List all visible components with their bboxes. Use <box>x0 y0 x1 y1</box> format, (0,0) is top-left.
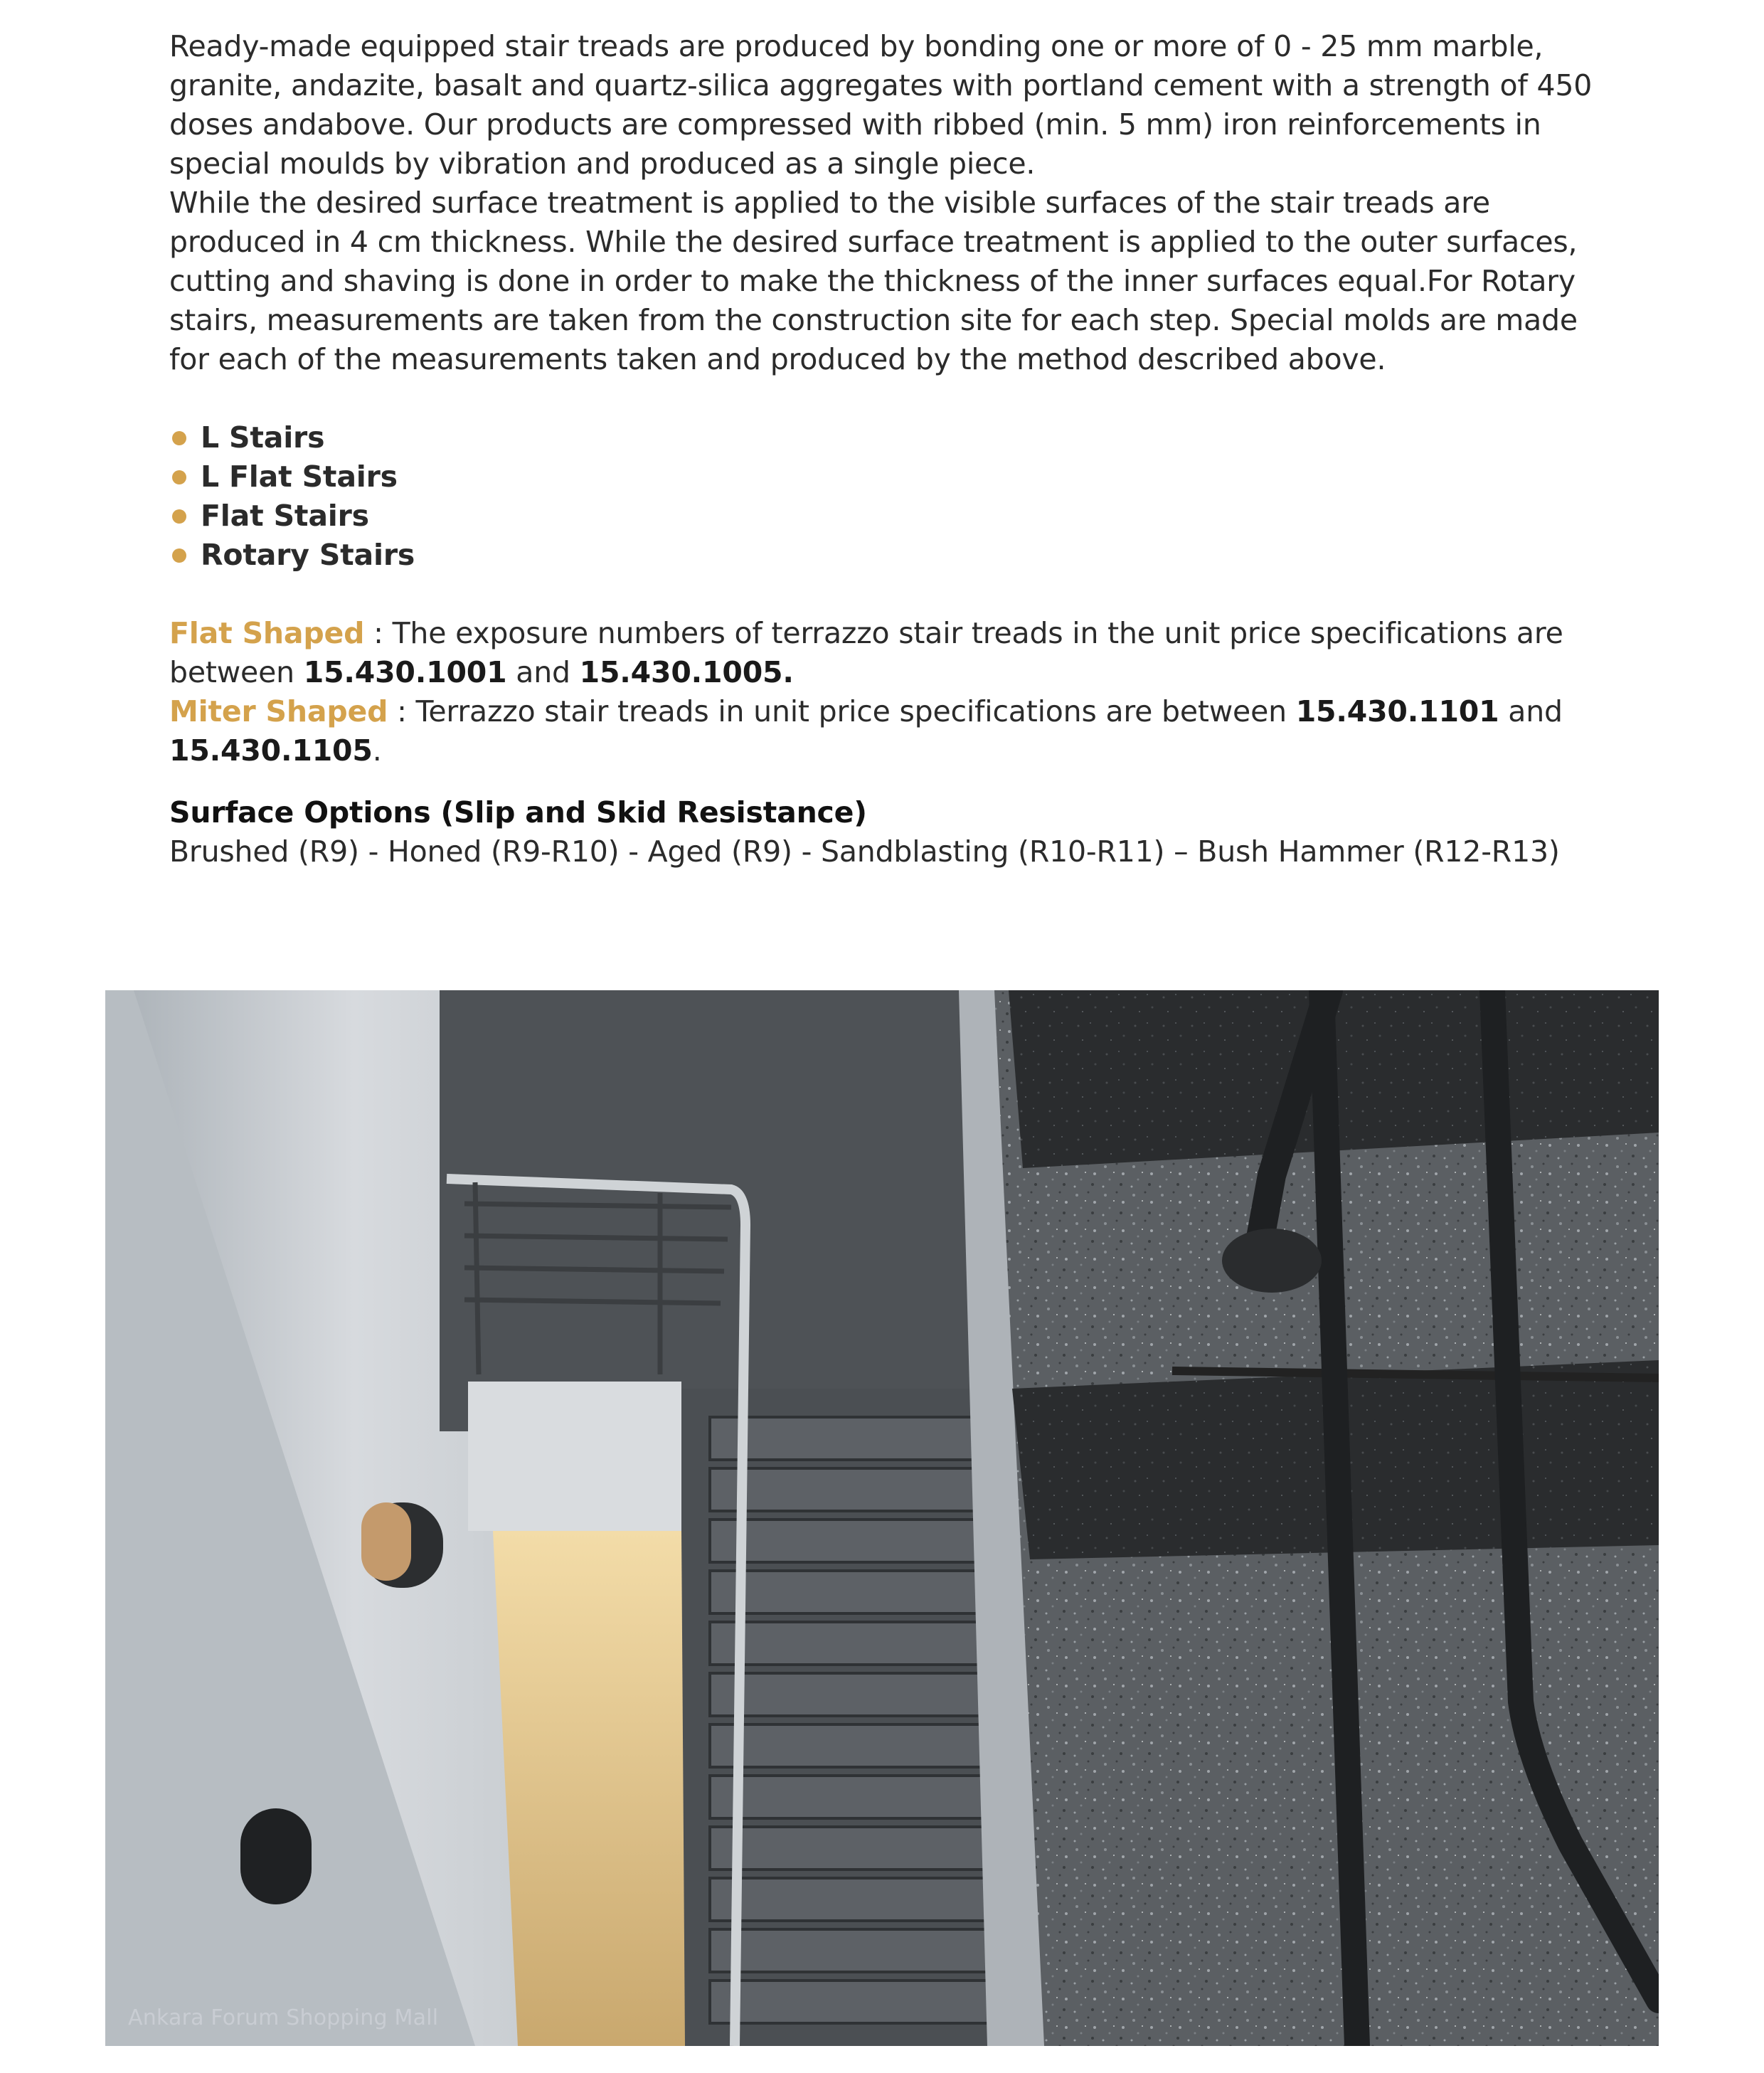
stair-types-list <box>169 418 1599 575</box>
list-item: L Flat Stairs <box>169 457 1599 497</box>
list-item: Rotary Stairs <box>169 536 1599 575</box>
flat-from-number: 15.430.1001 <box>303 655 507 689</box>
bullet-dot-icon <box>172 431 186 445</box>
stairwell-photo <box>105 990 1659 2046</box>
bullet-dot-icon <box>172 509 186 524</box>
flat-to-number: 15.430.1005. <box>579 655 794 689</box>
surface-options-title: Surface Options (Slip and Skid Resistance) <box>169 795 867 829</box>
miter-to-number: 15.430.1105 <box>169 733 373 768</box>
bullet-dot-icon <box>172 548 186 563</box>
photo-caption: Ankara Forum Shopping Mall <box>128 2005 439 2030</box>
list-item: Flat Stairs <box>169 497 1599 536</box>
intro-paragraph-1: Ready-made equipped stair treads are produced by bonding one or more of 0 - 25 mm marble, granite, andazite, basalt and quartz-silica aggregates with portland cement with a strength of 450 doses andabove. Our products are compressed with ribbed (min. 5 mm) iron reinforcements in special moulds by vibration and produced as a single piece. <box>169 29 1593 181</box>
surface-options <box>169 793 1599 871</box>
intro-text-block <box>169 27 1599 871</box>
flat-shaped-label: Flat Shaped <box>169 616 365 650</box>
miter-from-number: 15.430.1101 <box>1295 694 1499 728</box>
surface-options-list: Brushed (R9) - Honed (R9-R10) - Aged (R9) - Sandblasting (R10-R11) – Bush Hammer (R12-R13) <box>169 834 1560 869</box>
intro-paragraph-2: While the desired surface treatment is applied to the visible surfaces of the stair treads are produced in 4 cm thickness. While the desired surface treatment is applied to the outer surfaces, cutting and shaving is done in order to make the thickness of the inner surfaces equal.For Rotary stairs, measurements are taken from the construction site for each step. Special molds are made for each of the measurements taken and produced by the method described above. <box>169 186 1578 376</box>
stairwell-illustration <box>105 990 1659 2046</box>
list-item: L Stairs <box>169 418 1599 457</box>
flat-shaped-spec: Flat Shaped : The exposure numbers of terrazzo stair treads in the unit price specifications are between 15.430.1001 and 15.430.1005. <box>169 616 1563 689</box>
spec-numbers <box>169 614 1599 770</box>
bullet-dot-icon <box>172 470 186 484</box>
miter-shaped-spec: Miter Shaped : Terrazzo stair treads in unit price specifications are between 15.430.1101 and 15.430.1105. <box>169 694 1563 768</box>
miter-shaped-label: Miter Shaped <box>169 694 388 728</box>
